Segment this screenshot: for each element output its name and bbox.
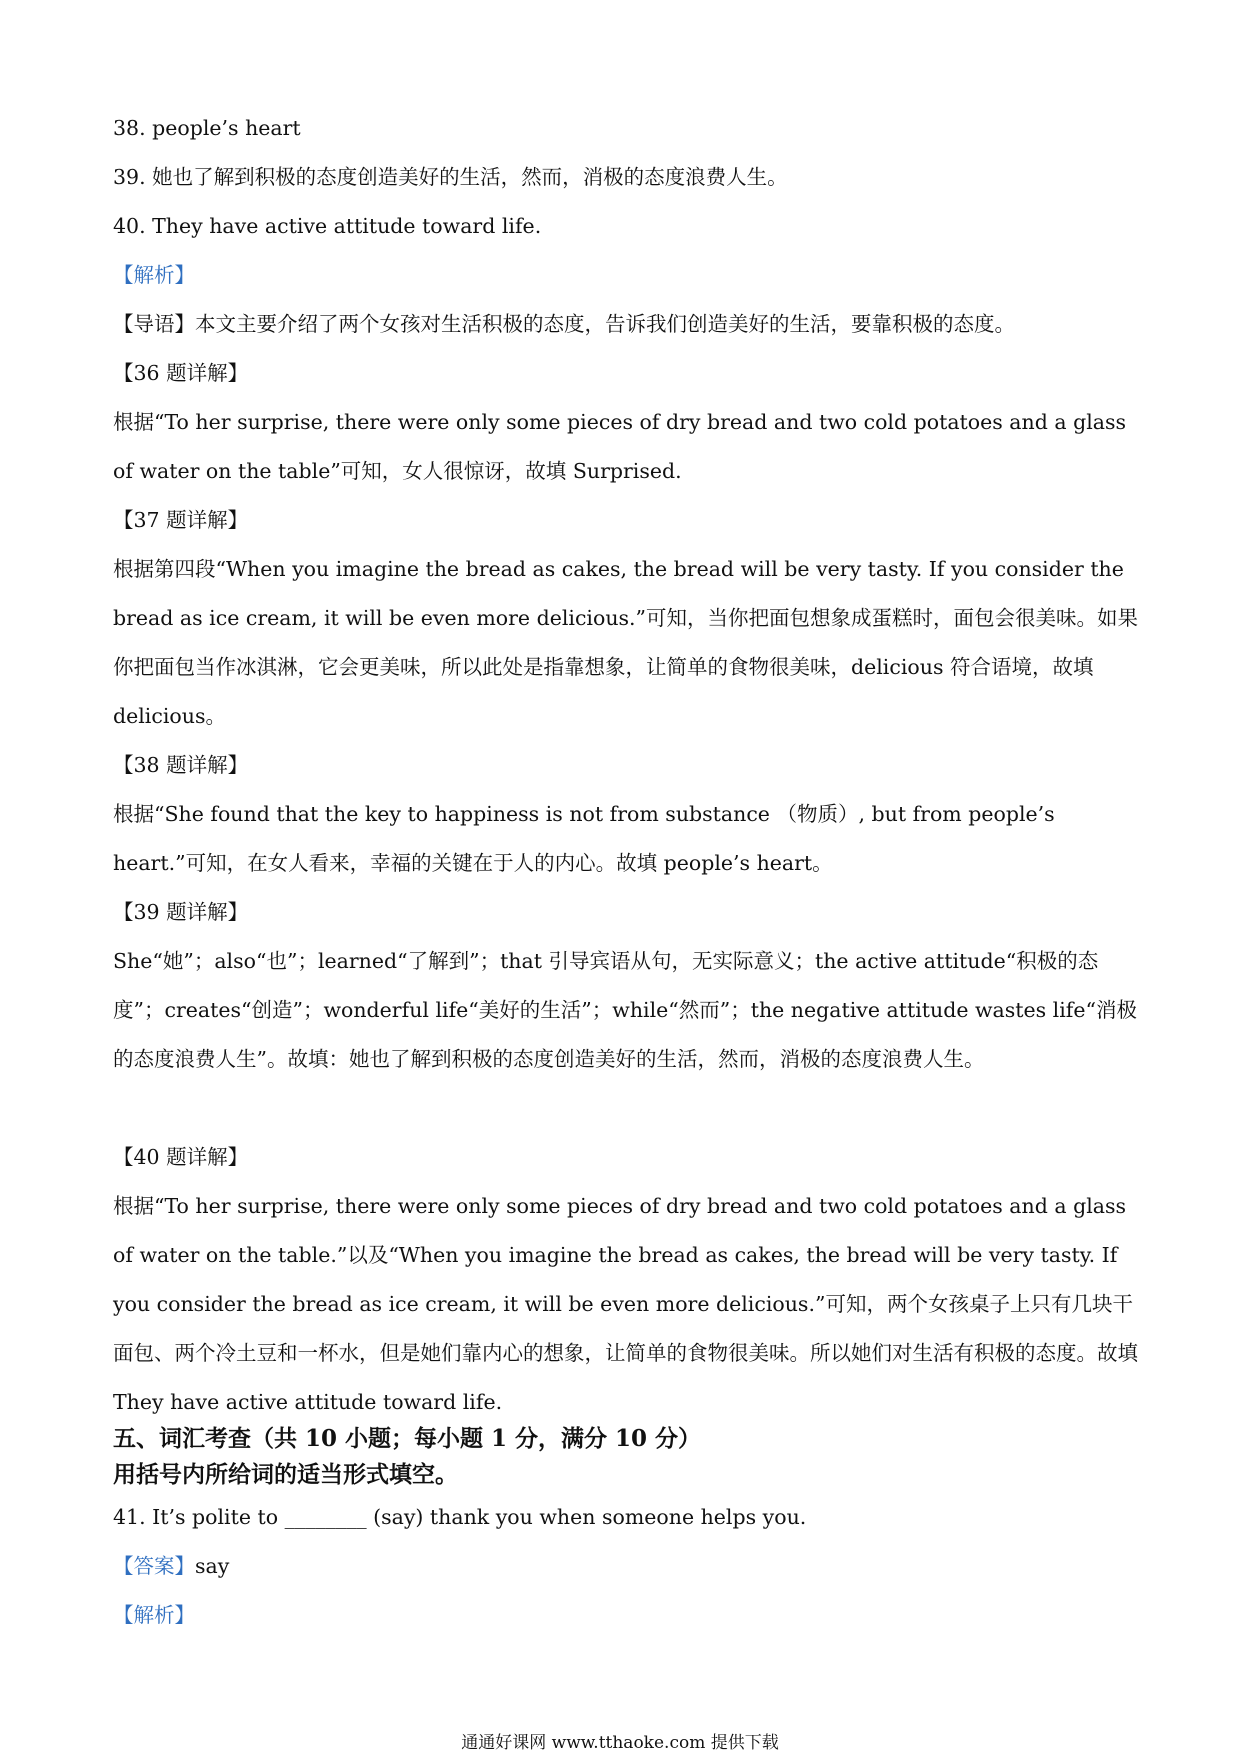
section-5-instruction: 用括号内所给词的适当形式填空。 [113,1461,458,1488]
answer-41-line [113,1542,1143,1591]
analysis-label-41: 【解析】 [113,1603,195,1627]
detail-39-heading: 【39 题详解】 [113,900,249,924]
detail-37-heading: 【37 题详解】 [113,508,249,532]
answer-41-value: say [195,1554,230,1578]
detail-38-text: 根据“She found that the key to happiness is not from substance （物质）, but from people’s heart.”可知，在女人看来，幸福的关键在于人的内心。故填 people’s heart。 [113,802,1055,875]
paragraph-gap [113,1084,1143,1133]
question-41: 41. It’s polite to ________ (say) thank you when someone helps you. [113,1505,807,1529]
detail-37-text: 根据第四段“When you imagine the bread as cakes, the bread will be very tasty. If you consider the bread as ice cream, it will be even more delicious.”可知，当你把面包想象成蛋糕时，面包会很美味。如果你把面包当作冰淇淋，它会更美味，所以此处是指靠想象，让简单的食物很美味，delicious 符合语境，故填 delicious。 [113,557,1139,728]
page-content [113,104,1143,1640]
detail-36-heading: 【36 题详解】 [113,361,249,385]
analysis-tag-41 [113,1591,1143,1640]
detail-39-text: She“她”；also“也”；learned“了解到”；that 引导宾语从句，无实际意义；the active attitude“积极的态度”；creates“创造”；wonderful life“美好的生活”；while“然而”；the negative attitude wastes life“消极的态度浪费人生”。故填：她也了解到积极的态度创造美好的生活，然而，消极的态度浪费人生。 [113,949,1137,1071]
intro-line [113,300,1143,349]
section-5-title: 五、词汇考查（共 10 小题；每小题 1 分，满分 10 分） [113,1425,702,1452]
analysis-tag [113,251,1143,300]
answer-39: 39. 她也了解到积极的态度创造美好的生活，然而，消极的态度浪费人生。 [113,165,788,189]
answer-label: 【答案】 [113,1554,195,1578]
answer-38: 38. people’s heart [113,116,301,140]
intro-label: 【导语】 [113,312,195,336]
answer-40: 40. They have active attitude toward life. [113,214,542,238]
detail-38-heading: 【38 题详解】 [113,753,249,777]
intro-text: 本文主要介绍了两个女孩对生活积极的态度，告诉我们创造美好的生活，要靠积极的态度。 [195,312,1015,336]
analysis-label: 【解析】 [113,263,195,287]
detail-36-text: 根据“To her surprise, there were only some pieces of dry bread and two cold potatoes and a glass of water on the table”可知，女人很惊讶，故填 Surprised. [113,410,1127,483]
detail-40-text: 根据“To her surprise, there were only some pieces of dry bread and two cold potatoes and a glass of water on the table.”以及“When you imagine the bread as cakes, the bread will be very tasty. If you consider the bread as ice cream, it will be even more delicious.”可知，两个女孩桌子上只有几块干面包、两个冷土豆和一杯水，但是她们靠内心的想象，让简单的食物很美味。所以她们对生活有积极的态度。故填 They have active attitude toward life. [113,1194,1138,1414]
page-footer: 通通好课网 www.tthaoke.com 提供下载 [461,1733,779,1753]
detail-40-heading: 【40 题详解】 [113,1145,249,1169]
